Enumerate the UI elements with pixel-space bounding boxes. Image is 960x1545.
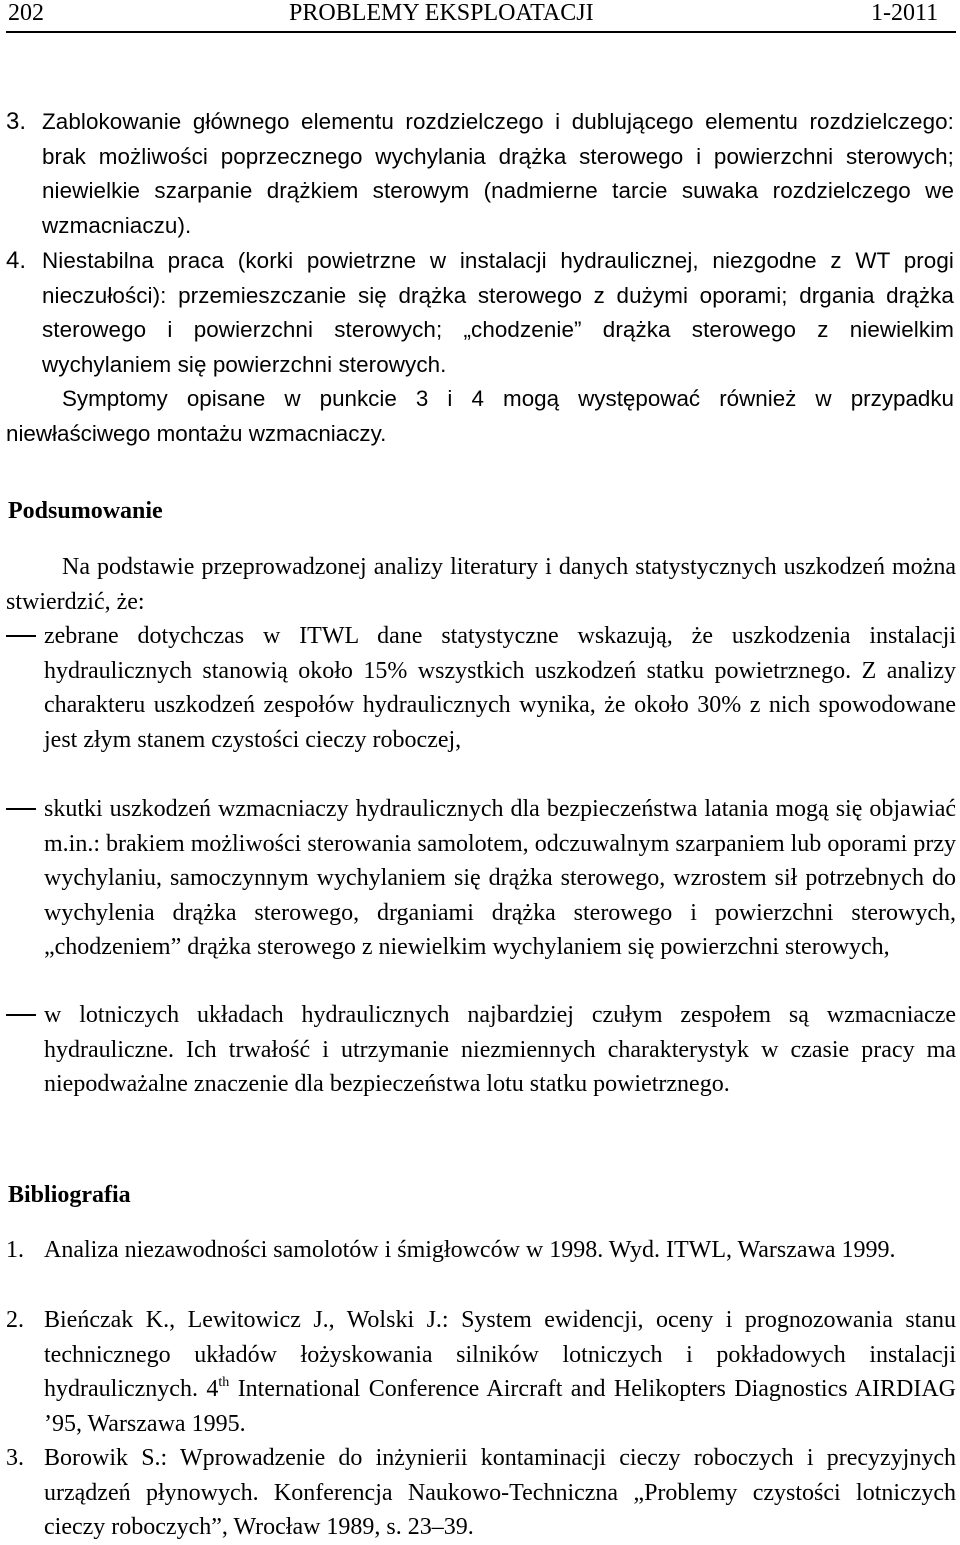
symptom-item-4 (6, 244, 954, 382)
summary-bullet (6, 998, 956, 1102)
bullet-text: skutki uszkodzeń wzmacniaczy hydraulicznych dla bezpieczeństwa latania mogą się objawiać m.in.: brakiem możliwości sterowania samolotem, odczuwalnym szarpaniem lub oporami przy wychylaniu, samoczynnym wychylaniem się drążka sterowego, wzrostem sił potrzebnych do wychylenia drążka sterowego, drganiami drążka sterowego i powierzchni sterowych, „chodzeniem” drążka sterowego z niewielkim wychylaniem się powierzchni sterowych, (44, 796, 956, 961)
entry-number: 3. (6, 1445, 24, 1471)
dash-marker (6, 1014, 36, 1016)
bibliography-entry (6, 1441, 956, 1545)
dash-marker (6, 635, 36, 637)
bibliography-entry (6, 1303, 956, 1441)
section-heading-summary: Podsumowanie (8, 498, 163, 524)
symptom-number: 4. (6, 247, 27, 274)
entry-text-part: International Conference Aircraft and Helikopters Diagnostics AIRDIAG ’95, Warszawa 1995. (44, 1376, 957, 1437)
entry-number: 2. (6, 1307, 24, 1333)
symptoms-note: Symptomy opisane w punkcie 3 i 4 mogą występować również w przypadku niewłaściwego montażu wzmacniaczy. (6, 386, 954, 446)
summary-bullet (6, 619, 956, 757)
entry-text-part: Bieńczak K., Lewitowicz J., Wolski J.: System ewidencji, oceny i prognozowania stanu technicznego układów łożyskowania silników lotniczych i pokładowych instalacji hydraulicznych. 4 (44, 1307, 956, 1403)
symptom-item-3 (6, 105, 954, 243)
page-number: 202 (8, 0, 44, 26)
entry-text: Analiza niezawodności samolotów i śmigłowców w 1998. Wyd. ITWL, Warszawa 1999. (44, 1237, 896, 1263)
entry-number: 1. (6, 1237, 24, 1263)
bullet-text: zebrane dotychczas w ITWL dane statystyczne wskazują, że uszkodzenia instalacji hydraulicznych stanowią około 15% wszystkich uszkodzeń statku powietrznego. Z analizy charakteru uszkodzeń zespołów hydraulicznych wynika, że około 30% z nich spowodowane jest złym stanem czystości cieczy roboczej, (44, 623, 956, 753)
entry-text: Borowik S.: Wprowadzenie do inżynierii kontaminacji cieczy roboczych i precyzyjnych urządzeń płynowych. Konferencja Naukowo-Techniczna „Problemy czystości lotniczych cieczy roboczych”, Wrocław 1989, s. 23–39. (44, 1445, 956, 1541)
dash-marker (6, 808, 36, 810)
ordinal-superscript: th (218, 1375, 230, 1391)
header-rule (6, 31, 956, 33)
summary-intro: Na podstawie przeprowadzonej analizy literatury i danych statystycznych uszkodzeń można stwierdzić, że: (6, 554, 956, 615)
bullet-text: w lotniczych układach hydraulicznych najbardziej czułym zespołem są wzmacniacze hydrauliczne. Ich trwałość i utrzymanie niezmiennych charakterystyk w czasie pracy ma niepodważalne znaczenie dla bezpieczeństwa lotu statku powietrznego. (44, 1002, 956, 1098)
section-heading-bibliography: Bibliografia (8, 1182, 131, 1208)
bibliography-entry (6, 1233, 956, 1268)
summary-bullet (6, 792, 956, 965)
journal-title: PROBLEMY EKSPLOATACJI (289, 0, 594, 26)
symptom-text: Zablokowanie głównego elementu rozdzielczego i dublującego elementu rozdzielczego: brak możliwości poprzecznego wychylania drążka sterowego i powierzchni sterowych; niewielkie szarpanie drążkiem sterowym (nadmierne tarcie suwaka rozdzielczego we wzmacniaczu). (42, 109, 954, 238)
running-header (0, 0, 960, 30)
symptom-text: Niestabilna praca (korki powietrzne w instalacji hydraulicznej, niezgodne z WT progi nieczułości): przemieszczanie się drążka sterowego z dużymi oporami; drgania drążka sterowego i powierzchni sterowych; „chodzenie” drążka sterowego z niewielkim wychylaniem się powierzchni sterowych. (42, 248, 954, 377)
entry-text (44, 1303, 956, 1441)
issue-number: 1-2011 (871, 0, 939, 26)
symptom-number: 3. (6, 108, 27, 135)
